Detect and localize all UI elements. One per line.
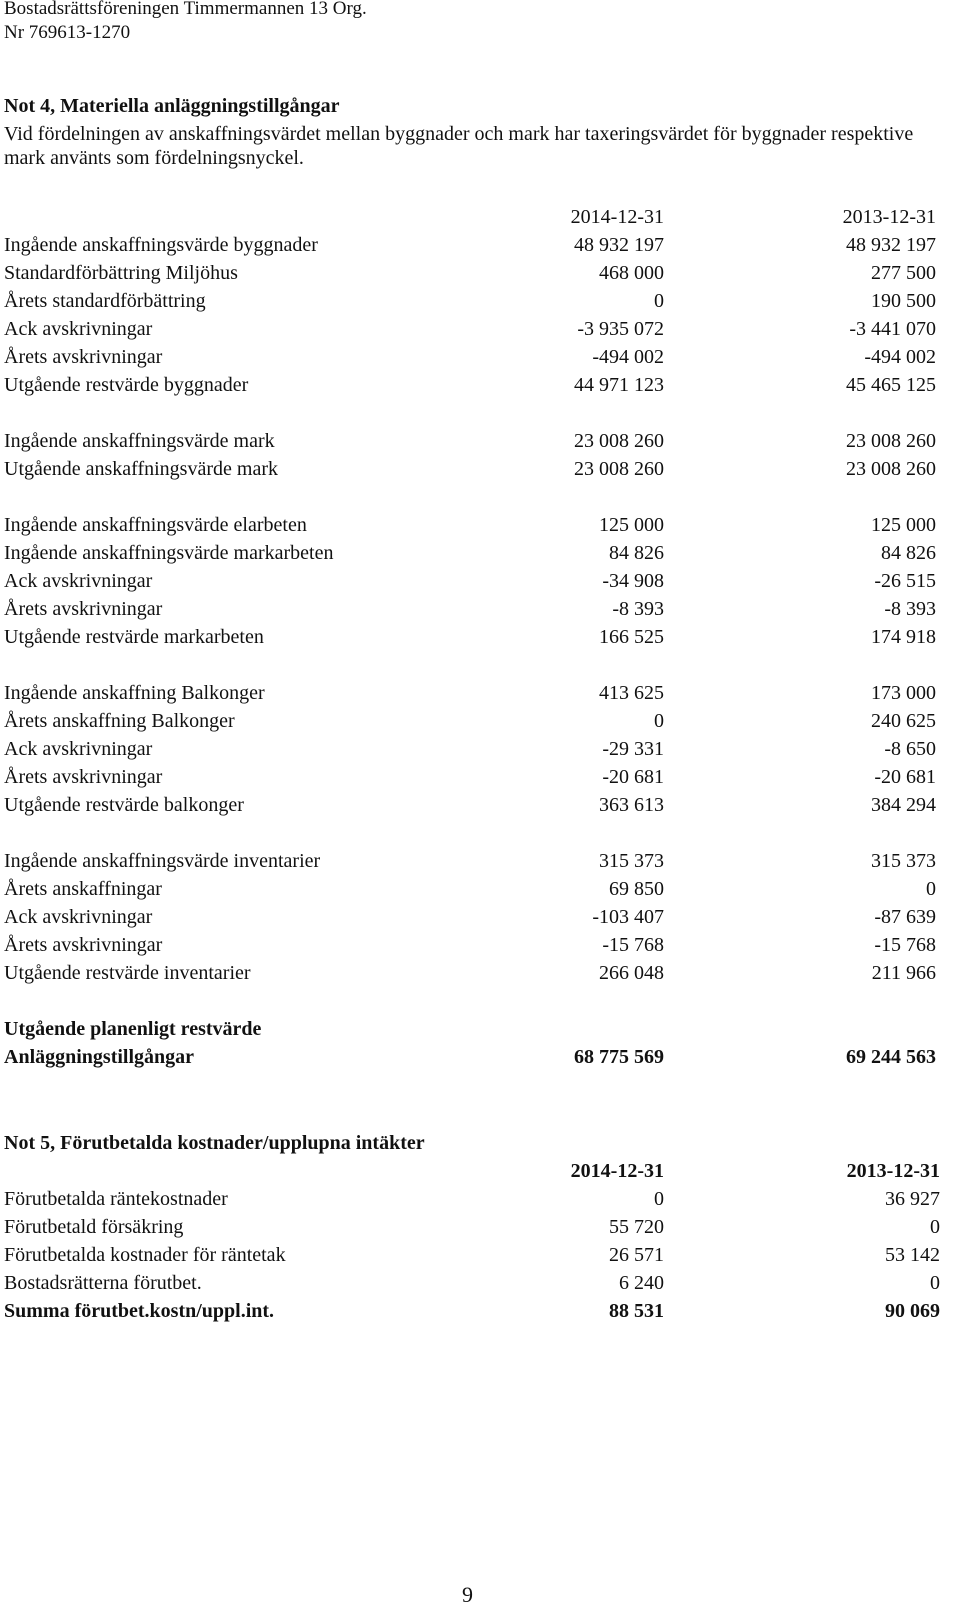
row-label: Ingående anskaffningsvärde mark <box>4 430 275 452</box>
row-label: Årets anskaffningar <box>4 878 162 900</box>
total-value-2013: 90 069 <box>885 1300 940 1322</box>
note-4-col-2-header: 2013-12-31 <box>842 206 936 228</box>
row-label: Årets avskrivningar <box>4 934 163 956</box>
row-value-2013: -87 639 <box>874 906 936 928</box>
row-label: Ingående anskaffningsvärde elarbeten <box>4 514 307 536</box>
row-value-2013: 48 932 197 <box>846 234 936 256</box>
row-value-2013: 36 927 <box>885 1188 940 1210</box>
total-value-2013: 69 244 563 <box>846 1046 936 1068</box>
row-value-2013: 384 294 <box>871 794 936 816</box>
row-value-2013: 84 826 <box>881 542 936 564</box>
table-row <box>4 231 940 259</box>
row-value-2013: 315 373 <box>871 850 936 872</box>
row-value-2013: -26 515 <box>874 570 936 592</box>
row-label: Förutbetald försäkring <box>4 1216 184 1238</box>
row-value-2014: 0 <box>654 1188 664 1210</box>
row-value-2013: 125 000 <box>871 514 936 536</box>
table-row <box>4 1269 940 1297</box>
note-5-title-row <box>4 1129 940 1157</box>
row-value-2014: 55 720 <box>609 1216 664 1238</box>
note-4-table <box>4 203 940 1071</box>
row-label: Ingående anskaffningsvärde inventarier <box>4 850 321 872</box>
table-row <box>4 735 940 763</box>
row-label: Årets avskrivningar <box>4 598 163 620</box>
table-row <box>4 539 940 567</box>
row-value-2013: 174 918 <box>871 626 936 648</box>
note-4-header-row <box>4 203 940 231</box>
table-row <box>4 707 940 735</box>
note-5-col-1-header: 2014-12-31 <box>570 1160 664 1182</box>
row-value-2013: 240 625 <box>871 710 936 732</box>
table-row <box>4 595 940 623</box>
row-value-2013: -3 441 070 <box>849 318 936 340</box>
row-value-2014: 468 000 <box>599 262 664 284</box>
row-label: Utgående anskaffningsvärde mark <box>4 458 278 480</box>
table-row <box>4 791 940 819</box>
note-4-col-1-header: 2014-12-31 <box>570 206 664 228</box>
table-row <box>4 371 940 399</box>
row-label: Utgående restvärde markarbeten <box>4 626 264 648</box>
row-label: Utgående restvärde inventarier <box>4 962 251 984</box>
row-value-2013: 211 966 <box>871 962 936 984</box>
row-value-2014: 125 000 <box>599 514 664 536</box>
table-row <box>4 455 940 483</box>
table-row <box>4 343 940 371</box>
row-value-2014: -8 393 <box>612 598 664 620</box>
spacer <box>4 987 940 1015</box>
table-row <box>4 1241 940 1269</box>
row-value-2014: -103 407 <box>592 906 664 928</box>
row-value-2013: 190 500 <box>871 290 936 312</box>
row-value-2014: 6 240 <box>619 1272 664 1294</box>
row-value-2014: -494 002 <box>592 346 664 368</box>
row-label: Ack avskrivningar <box>4 570 153 592</box>
row-value-2014: 0 <box>654 290 664 312</box>
table-row <box>4 567 940 595</box>
row-value-2013: 23 008 260 <box>846 430 936 452</box>
table-row <box>4 623 940 651</box>
row-label: Årets avskrivningar <box>4 346 163 368</box>
note-4-description: Vid fördelningen av anskaffningsvärdet mellan byggnader och mark har taxeringsvärdet för byggnader respektive mark använts som fördelningsnyckel. <box>4 123 914 169</box>
row-value-2014: 413 625 <box>599 682 664 704</box>
table-row <box>4 287 940 315</box>
row-label: Förutbetalda räntekostnader <box>4 1188 228 1210</box>
row-value-2014: -15 768 <box>602 934 664 956</box>
table-row <box>4 931 940 959</box>
table-row <box>4 427 940 455</box>
note-4-total-row <box>4 1043 940 1071</box>
table-row <box>4 903 940 931</box>
total-value-2014: 88 531 <box>609 1300 664 1322</box>
row-value-2013: 45 465 125 <box>846 374 936 396</box>
row-value-2014: -3 935 072 <box>577 318 664 340</box>
total-value-2014: 68 775 569 <box>574 1046 664 1068</box>
row-label: Årets standardförbättring <box>4 290 206 312</box>
row-value-2014: 48 932 197 <box>574 234 664 256</box>
table-row <box>4 1213 940 1241</box>
total-label-line-2: Anläggningstillgångar <box>4 1046 195 1068</box>
row-value-2013: 173 000 <box>871 682 936 704</box>
row-value-2013: -8 650 <box>884 738 936 760</box>
document-header-line-1: Bostadsrättsföreningen Timmermannen 13 Org. <box>4 0 367 19</box>
table-row <box>4 763 940 791</box>
row-label: Förutbetalda kostnader för räntetak <box>4 1244 286 1266</box>
note-5-header-row <box>4 1157 940 1185</box>
row-value-2014: 0 <box>654 710 664 732</box>
page-number: 9 <box>462 1582 473 1607</box>
row-value-2014: 266 048 <box>599 962 664 984</box>
row-label: Ack avskrivningar <box>4 906 153 928</box>
note-5-title: Not 5, Förutbetalda kostnader/upplupna intäkter <box>4 1132 425 1154</box>
row-label: Utgående restvärde balkonger <box>4 794 244 816</box>
row-label: Ingående anskaffningsvärde byggnader <box>4 234 318 256</box>
row-label: Ingående anskaffningsvärde markarbeten <box>4 542 334 564</box>
row-label: Bostadsrätterna förutbet. <box>4 1272 202 1294</box>
row-label: Årets avskrivningar <box>4 766 163 788</box>
row-value-2013: -8 393 <box>884 598 936 620</box>
row-value-2014: -34 908 <box>602 570 664 592</box>
note-4-total-label-row <box>4 1015 940 1043</box>
note-5-table <box>4 1129 940 1325</box>
row-label: Ack avskrivningar <box>4 738 153 760</box>
row-label: Årets anskaffning Balkonger <box>4 710 235 732</box>
row-value-2014: -20 681 <box>602 766 664 788</box>
row-value-2014: -29 331 <box>602 738 664 760</box>
row-value-2014: 363 613 <box>599 794 664 816</box>
row-value-2014: 166 525 <box>599 626 664 648</box>
row-label: Utgående restvärde byggnader <box>4 374 249 396</box>
row-label: Ack avskrivningar <box>4 318 153 340</box>
row-value-2013: 0 <box>930 1272 940 1294</box>
row-value-2014: 44 971 123 <box>574 374 664 396</box>
row-value-2014: 315 373 <box>599 850 664 872</box>
document-header-line-2: Nr 769613-1270 <box>4 22 131 43</box>
row-value-2013: 53 142 <box>885 1244 940 1266</box>
row-value-2013: 0 <box>930 1216 940 1238</box>
total-label: Summa förutbet.kostn/uppl.int. <box>4 1300 275 1322</box>
row-value-2013: -494 002 <box>864 346 936 368</box>
row-value-2013: 23 008 260 <box>846 458 936 480</box>
row-value-2014: 23 008 260 <box>574 430 664 452</box>
row-value-2013: -20 681 <box>874 766 936 788</box>
table-row <box>4 875 940 903</box>
table-row <box>4 511 940 539</box>
table-row <box>4 847 940 875</box>
note-4-title: Not 4, Materiella anläggningstillgångar <box>4 95 340 117</box>
row-value-2013: 277 500 <box>871 262 936 284</box>
spacer <box>4 819 940 847</box>
row-value-2014: 69 850 <box>609 878 664 900</box>
row-value-2014: 26 571 <box>609 1244 664 1266</box>
row-label: Standardförbättring Miljöhus <box>4 262 238 284</box>
row-value-2013: -15 768 <box>874 934 936 956</box>
row-label: Ingående anskaffning Balkonger <box>4 682 265 704</box>
table-row <box>4 679 940 707</box>
spacer <box>4 399 940 427</box>
spacer <box>4 483 940 511</box>
row-value-2014: 23 008 260 <box>574 458 664 480</box>
table-row <box>4 259 940 287</box>
table-row <box>4 315 940 343</box>
note-5-col-2-header: 2013-12-31 <box>846 1160 940 1182</box>
table-row <box>4 1185 940 1213</box>
row-value-2013: 0 <box>926 878 936 900</box>
note-5-total-row <box>4 1297 940 1325</box>
spacer <box>4 651 940 679</box>
table-row <box>4 959 940 987</box>
total-label-line-1: Utgående planenligt restvärde <box>4 1018 262 1040</box>
row-value-2014: 84 826 <box>609 542 664 564</box>
